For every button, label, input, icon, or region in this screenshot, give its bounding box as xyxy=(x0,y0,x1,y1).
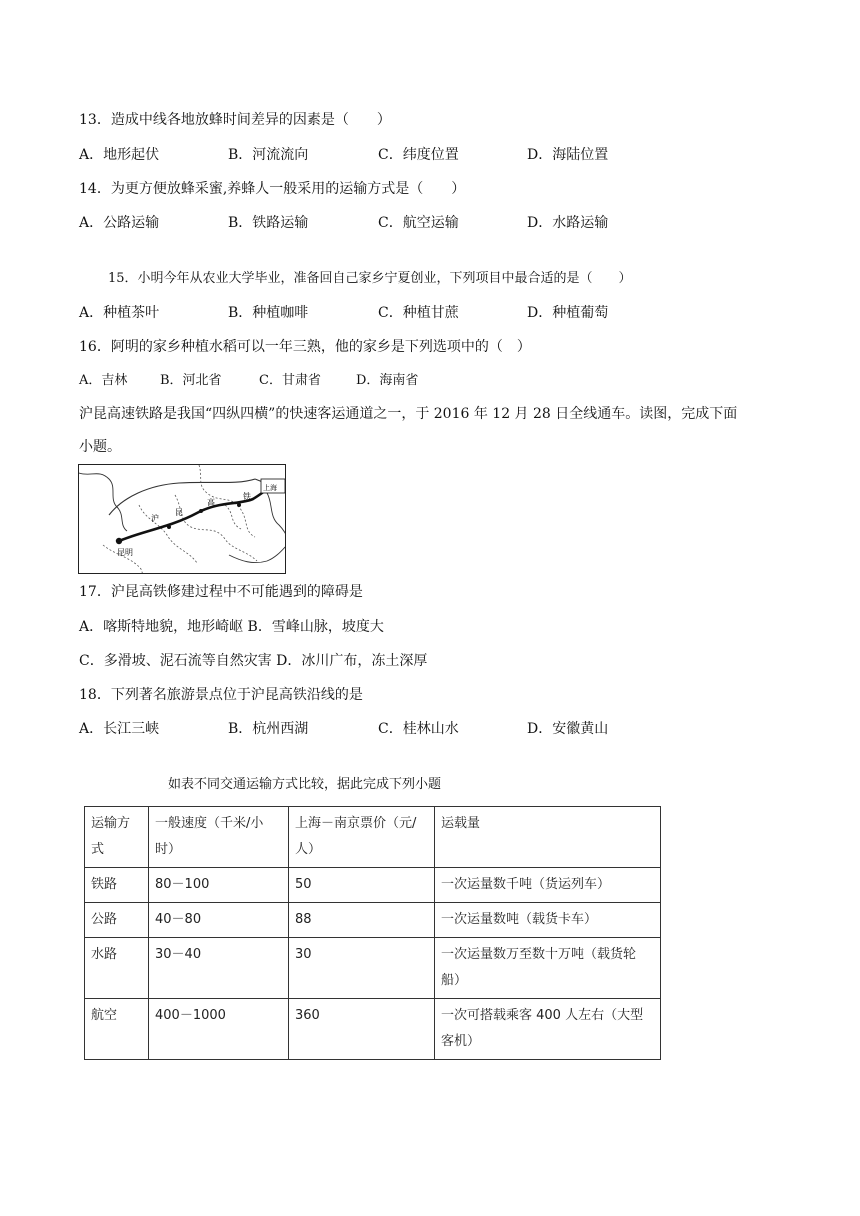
table-header-cell: 运载量 xyxy=(435,807,661,868)
q13-option-b: B．河流流向 xyxy=(228,147,309,163)
table-cell: 航空 xyxy=(85,999,149,1060)
intro-line-1: 沪昆高速铁路是我国“四纵四横”的快速客运通道之一，于 2016 年 12 月 28 日全线通车。读图，完成下面 xyxy=(79,406,738,422)
q15-option-a: A．种植茶叶 xyxy=(79,305,160,321)
q15-option-c: C．种植甘蔗 xyxy=(378,305,459,321)
table-row xyxy=(85,903,661,938)
q15-stem: 15．小明今年从农业大学毕业，准备回自己家乡宁夏创业，下列项目中最合适的是（ ） xyxy=(108,271,632,286)
map-label-hu: 沪 xyxy=(151,514,159,523)
table-cell: 80－100 xyxy=(149,868,289,903)
q13-option-c: C．纬度位置 xyxy=(378,147,459,163)
map-label-gao: 高 xyxy=(207,498,215,507)
table-cell: 一次运量数万至数十万吨（载货轮船） xyxy=(435,938,661,999)
q18-option-d: D．安徽黄山 xyxy=(527,721,609,737)
table-header-cell: 运输方式 xyxy=(85,807,149,868)
q16-option-c: C．甘肃省 xyxy=(259,373,321,388)
table-header-row xyxy=(85,807,661,868)
map-label-kun: 昆 xyxy=(175,508,183,517)
huokun-railway-map xyxy=(78,464,286,574)
table-header-cell: 一般速度（千米/小时） xyxy=(149,807,289,868)
table-caption: 如表不同交通运输方式比较，据此完成下列小题 xyxy=(168,777,442,792)
table-cell: 一次运量数千吨（货运列车） xyxy=(435,868,661,903)
table-cell: 公路 xyxy=(85,903,149,938)
table-cell: 水路 xyxy=(85,938,149,999)
q16-option-a: A．吉林 xyxy=(79,373,128,388)
q14-option-b: B．铁路运输 xyxy=(228,215,309,231)
q18-option-c: C．桂林山水 xyxy=(378,721,459,737)
table-cell: 50 xyxy=(289,868,435,903)
table-row xyxy=(85,868,661,903)
table-cell: 一次运量数吨（载货卡车） xyxy=(435,903,661,938)
table-header-cell: 上海－南京票价（元/人） xyxy=(289,807,435,868)
table-cell: 铁路 xyxy=(85,868,149,903)
map-label-kunming: 昆明 xyxy=(117,548,133,557)
map-label-tie: 铁 xyxy=(243,492,251,501)
table-cell: 40－80 xyxy=(149,903,289,938)
q13-stem: 13．造成中线各地放蜂时间差异的因素是（ ） xyxy=(79,112,391,128)
q14-stem: 14．为更方便放蜂采蜜,养蜂人一般采用的运输方式是（ ） xyxy=(79,181,466,197)
q17-options-cd: C．多滑坡、泥石流等自然灾害 D．冰川广布，冻土深厚 xyxy=(79,653,428,669)
q13-option-a: A．地形起伏 xyxy=(79,147,160,163)
table-row xyxy=(85,938,661,999)
q14-option-d: D．水路运输 xyxy=(527,215,609,231)
q13-option-d: D．海陆位置 xyxy=(527,147,609,163)
table-cell: 30 xyxy=(289,938,435,999)
q18-stem: 18．下列著名旅游景点位于沪昆高铁沿线的是 xyxy=(79,687,363,703)
q18-option-a: A．长江三峡 xyxy=(79,721,160,737)
map-label-shanghai: 上海 xyxy=(263,484,277,492)
table-cell: 400－1000 xyxy=(149,999,289,1060)
q16-option-b: B．河北省 xyxy=(160,373,222,388)
intro-line-2: 小题。 xyxy=(79,439,121,455)
table-cell: 一次可搭载乘客 400 人左右（大型客机） xyxy=(435,999,661,1060)
table-row xyxy=(85,999,661,1060)
q15-option-d: D．种植葡萄 xyxy=(527,305,609,321)
transport-comparison-table xyxy=(84,806,661,1060)
table-cell: 30－40 xyxy=(149,938,289,999)
q17-stem: 17．沪昆高铁修建过程中不可能遇到的障碍是 xyxy=(79,584,363,600)
q14-option-c: C．航空运输 xyxy=(378,215,459,231)
q15-option-b: B．种植咖啡 xyxy=(228,305,309,321)
q14-option-a: A．公路运输 xyxy=(79,215,160,231)
q16-stem: 16．阿明的家乡种植水稻可以一年三熟，他的家乡是下列选项中的（ ） xyxy=(79,339,531,355)
table-cell: 360 xyxy=(289,999,435,1060)
table-cell: 88 xyxy=(289,903,435,938)
q18-option-b: B．杭州西湖 xyxy=(228,721,309,737)
q17-options-ab: A．喀斯特地貌，地形崎岖 B．雪峰山脉，坡度大 xyxy=(79,619,384,635)
q16-option-d: D．海南省 xyxy=(356,373,419,388)
